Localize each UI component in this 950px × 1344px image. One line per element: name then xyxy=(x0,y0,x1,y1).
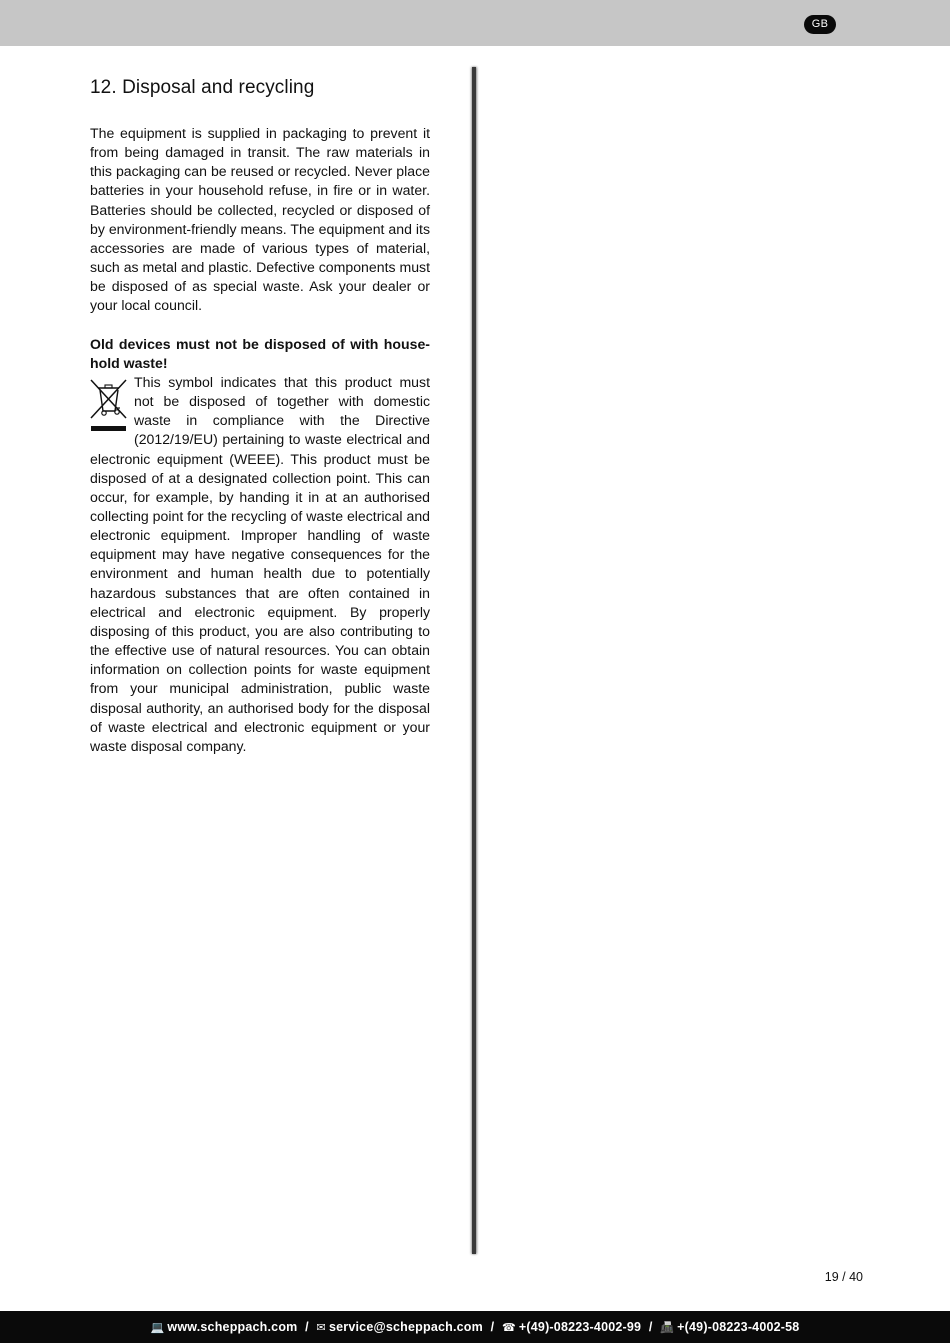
footer-separator: / xyxy=(305,1320,309,1334)
column-divider xyxy=(472,67,476,1254)
fax-icon: 📠 xyxy=(660,1322,675,1334)
main-content xyxy=(90,76,430,756)
computer-icon: 💻 xyxy=(150,1322,165,1334)
footer-email-link[interactable]: service@scheppach.com xyxy=(328,1320,483,1334)
telephone-icon: ☎ xyxy=(502,1322,516,1334)
section-title: 12. Disposal and recycling xyxy=(90,77,315,98)
envelope-icon: ✉ xyxy=(316,1322,326,1334)
language-badge: GB xyxy=(804,15,836,34)
footer-separator: / xyxy=(648,1320,653,1334)
footer-phone: +(49)-08223-4002-99 xyxy=(518,1320,642,1334)
crossed-out-wheelie-bin-icon xyxy=(90,378,128,434)
page-number: 19 / 40 xyxy=(824,1270,863,1284)
footer-band xyxy=(0,1311,950,1343)
footer-fax: +(49)-08223-4002-58 xyxy=(677,1320,800,1334)
header-band xyxy=(0,0,950,46)
footer-separator: / xyxy=(490,1320,495,1334)
warning-heading: Old devices must not be disposed of with household waste! xyxy=(90,335,430,371)
weee-block xyxy=(90,373,430,756)
paragraph-spacer xyxy=(90,316,430,335)
footer-website-link[interactable]: www.scheppach.com xyxy=(167,1320,298,1334)
intro-paragraph: The equipment is supplied in packaging to prevent it from being damaged in transit. The raw materials in this packaging can be reused or recycled. Never place batteries in your household refuse, in fire or in water. Batteries should be collected, recycled or disposed of by environment-friendly means. The equipment and its accessories are made of various types of material, such as metal and plastic. Defective components must be disposed of as special waste. Ask your dealer or your local council. xyxy=(90,125,430,314)
weee-paragraph: This symbol indicates that this product must not be disposed of together with domestic waste in compliance with the Directive (2012/19/EU) pertaining to waste electrical and electronic equipment (WEEE). This product must be disposed of at a designated collection point. This can occur, for example, by handing it in at an authorised collecting point for the recycling of waste electrical and electronic equipment. Improper handling of waste equipment may have negative consequences for the environment and human health due to potentially hazardous substances that are often contained in electrical and electronic equipment. By properly disposing of this product, you are also contributing to the effective use of natural resources. You can obtain information on collection points for waste equipment from your municipal administration, public waste disposal authority, an authorised body for the disposal of waste electrical and electronic equipment or your waste disposal company. xyxy=(90,373,430,754)
